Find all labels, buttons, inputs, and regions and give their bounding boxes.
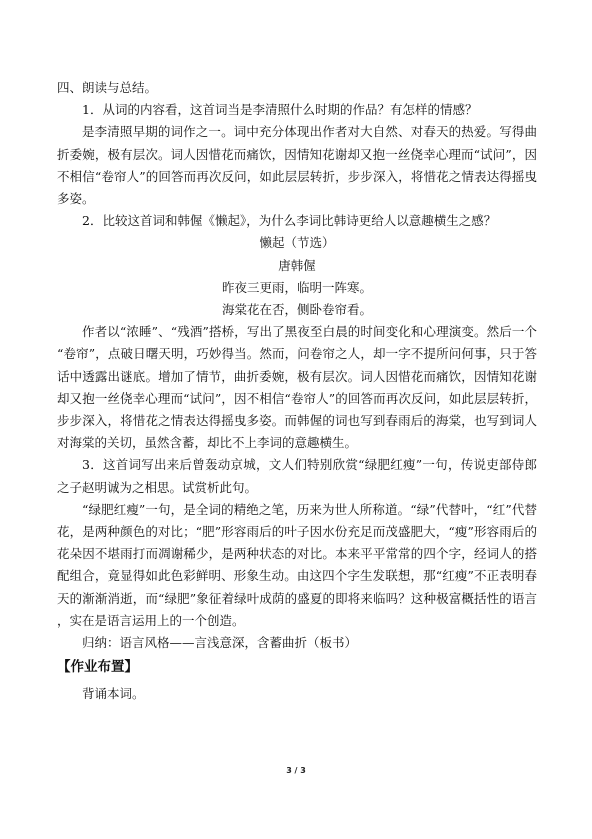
document-body (57, 77, 537, 705)
poem-author: 唐韩偓 (278, 257, 316, 273)
question-2: 2．比较这首词和韩偓《懒起》，为什么李词比韩诗更给人以意趣横生之感？ (82, 213, 497, 229)
poem-line-2: 海棠花在否，侧卧卷帘看。 (221, 302, 372, 318)
answer-3: “绿肥红瘦”一句，是全词的精绝之笔，历来为世人所称道。“绿”代替叶，“红”代替花，是两种颜色的对比；“肥”形容雨后的叶子因水份充足而茂盛肥大，“瘦”形容雨后的花朵因不堪雨打而凋谢稀少，是两种状态的对比。本来平平常常的四个字，经词人的搭配组合，竟显得如此色彩鲜明、形象生动。由这四个字生发联想，那“红瘦”不正表明春天的渐渐消逝，而“绿肥”象征着绿叶成荫的盛夏的即将来临吗？这种极富概括性的语言，实在是语言运用上的一个创造。 (57, 501, 537, 628)
answer-2: 作者以“浓睡”、“残酒”搭桥，写出了黑夜至白晨的时间变化和心理演变。然后一个“卷帘”，点破日曙天明，巧妙得当。然而，问卷帘之人，却一字不提所问何事，只于答话中透露出谜底。增加了情节，曲折委婉，极有层次。词人因惜花而痛饮，因情知花谢却又抱一丝侥幸心理而“试问”，因不相信“卷帘人”的回答而再次反问，如此层层转折，步步深入，将惜花之情表达得摇曳多姿。而韩偓的词也写到春雨后的海棠，也写到词人对海棠的关切，虽然含蓄，却比不上李词的意趣横生。 (57, 324, 537, 451)
summary-note: 归纳：语言风格——言浅意深，含蓄曲折（板书） (82, 635, 358, 651)
question-3: 3．这首词写出来后曾轰动京城，文人们特别欣赏“绿肥红瘦”一句，传说吏部侍郎之子赵明诚为之相思。试赏析此句。 (57, 457, 537, 495)
poem-title: 懒起（节选） (259, 235, 335, 251)
homework-text: 背诵本词。 (82, 686, 145, 702)
section-title: 四、朗读与总结。 (57, 80, 158, 95)
poem-line-1: 昨夜三更雨，临明一阵寒。 (221, 279, 372, 295)
question-1: 1．从词的内容看，这首词当是李清照什么时期的作品？有怎样的情感？ (82, 102, 478, 118)
page-number: 3 / 3 (286, 766, 306, 775)
homework-heading: 【作业布置】 (57, 659, 138, 676)
answer-1: 是李清照早期的词作之一。词中充分体现出作者对大自然、对春天的热爱。写得曲折委婉，极有层次。词人因惜花而痛饮，因情知花谢却又抱一丝侥幸心理而“试问”，因不相信“卷帘人”的回答而再次反问，如此层层转折，步步深入，将惜花之情表达得摇曳多姿。 (57, 124, 537, 207)
